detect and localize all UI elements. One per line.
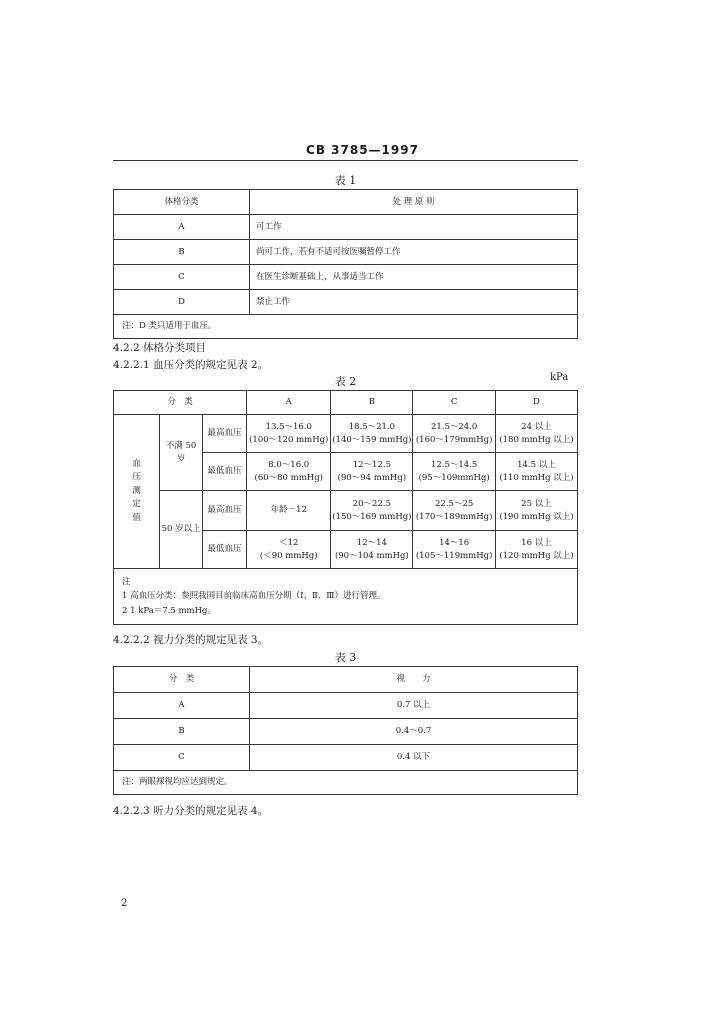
table2-cell: 14.5 以上 (110 mmHg 以上) [495,453,577,491]
table1-cell: C [114,265,250,290]
table2-caption: 表 2 [334,375,357,388]
table2 [113,390,578,625]
table2-cell: 18.5～21.0 (140～159 mmHg) [331,415,413,453]
table2-cell: 12.5～14.5 (95～109mmHg) [413,453,495,491]
table1-cell: D [114,290,250,315]
table2-head-c: C [413,391,495,415]
page-number: 2 [121,898,128,909]
table1-head-category: 体格分类 [114,190,250,215]
table2-unit: kPa [550,372,569,383]
table1-cell: A [114,215,250,240]
table2-cell: 20～22.5 (150～169 mmHg) [331,491,413,531]
section-4-2-2: 4.2.2 体格分类项目 [113,342,207,354]
table3-cell: 0.7 以上 [250,693,578,719]
table3-note: 注：两眼裸视均应达到规定。 [114,771,578,795]
table2-head-a: A [247,391,331,415]
table1-cell: 禁止工作 [250,290,578,315]
table2-head-d: D [495,391,577,415]
table3-caption: 表 3 [334,651,357,664]
table1-cell: 在医生诊断基础上，从事适当工作 [250,265,578,290]
table1-caption: 表 1 [334,174,357,187]
table2-cell: 年龄－12 [247,491,331,531]
table2-cell: 16 以上 (120 mmHg 以上) [495,531,577,569]
table2-cell: 25 以上 (190 mmHg 以上) [495,491,577,531]
table1-note: 注：D 类只适用于血压。 [114,315,578,339]
table2-cell: 21.5～24.0 (160～179mmHg) [413,415,495,453]
table1 [113,189,578,339]
table2-notes: 注 1 高血压分类：参照我国目前临床高血压分期（Ⅰ、Ⅱ、Ⅲ）进行管理。 2 1 kPa＝7.5 mmHg。 [114,569,578,625]
section-4-2-2-3: 4.2.2.3 听力分类的规定见表 4。 [113,805,269,817]
table2-cell: 24 以上 (180 mmHg 以上) [495,415,577,453]
table2-cell: 13.5～16.0 (100～120 mmHg) [247,415,331,453]
table2-label: 最高血压 [202,491,246,531]
table3-cell: C [114,745,250,771]
table3-cell: 0.4～0.7 [250,719,578,745]
table2-cell: 14～16 (105～119mmHg) [413,531,495,569]
table2-cell: 22.5～25 (170～189mmHg) [413,491,495,531]
table2-age-over-50: 50 岁以上 [160,491,202,569]
table2-label: 最低血压 [202,531,246,569]
section-4-2-2-1: 4.2.2.1 血压分类的规定见表 2。 [113,359,269,371]
table3-cell: B [114,719,250,745]
table1-cell: 尚可工作，若有不适可按医嘱暂停工作 [250,240,578,265]
table1-cell: B [114,240,250,265]
header-rule [113,160,578,161]
table2-age-under-50: 不满 50 岁 [160,415,202,491]
table2-cell: 8.0～16.0 (60～80 mmHg) [247,453,331,491]
table2-cell: 12～12.5 (90～94 mmHg) [331,453,413,491]
table3-head-category: 分 类 [114,667,250,693]
table1-head-principle: 处 理 原 则 [250,190,578,215]
table2-head-b: B [331,391,413,415]
table2-cell: ＜12 (＜90 mmHg) [247,531,331,569]
table2-label: 最低血压 [202,453,246,491]
table3-cell: A [114,693,250,719]
section-4-2-2-2: 4.2.2.2 视力分类的规定见表 3。 [113,634,269,646]
table3-head-vision: 视 力 [250,667,578,693]
table2-head-category: 分 类 [114,391,247,415]
table3 [113,666,578,795]
table3-cell: 0.4 以下 [250,745,578,771]
document-code: CB 3785—1997 [306,143,419,157]
table2-cell: 12～14 (90～104 mmHg) [331,531,413,569]
table1-cell: 可工作 [250,215,578,240]
table2-row-group: 血 压 测 定 值 [114,415,160,569]
table2-label: 最高血压 [202,415,246,453]
